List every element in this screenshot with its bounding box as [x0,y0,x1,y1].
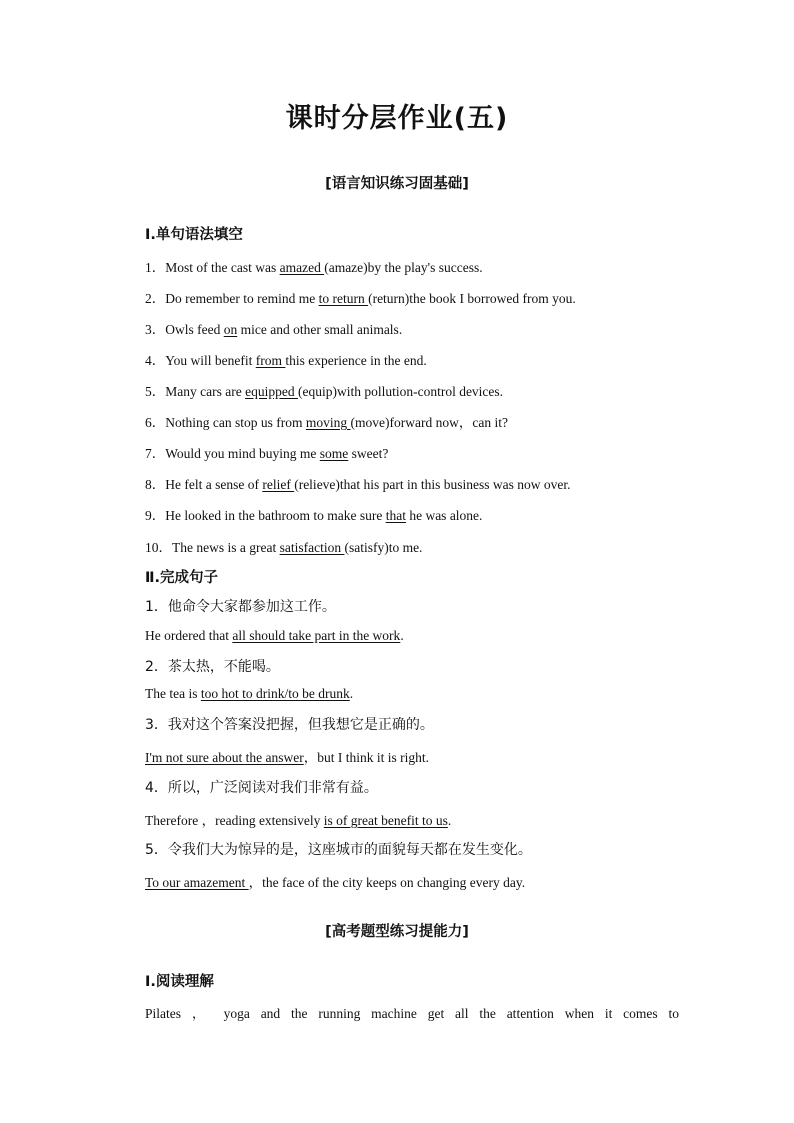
item-number: 6． [145,415,166,430]
section-heading-reading: Ⅰ.阅读理解 [145,974,214,990]
item-text-after: (relieve)that his part in this business was now over. [294,477,571,492]
item-text-before: He looked in the bathroom to make sure [165,508,386,523]
sentence-answer-3 [145,746,685,766]
sentence-prompt-1: 1．他命令大家都参加这工作。 [145,599,336,615]
item-number: 2． [145,291,166,306]
item-text-after: mice and other small animals. [237,322,403,337]
item-answer: some [319,446,349,461]
part1-heading: [语言知识练习固基础] [325,176,469,192]
section-heading-grammar-fill: Ⅰ.单句语法填空 [145,227,243,243]
sentence-prompt-2: 2．茶太热，不能喝。 [145,659,280,675]
answer-text-after: ，the face of the city keeps on changing every day. [248,875,526,890]
item-text-before: Do remember to remind me [165,291,319,306]
reading-passage-line: Pilates ， yoga and the running machine get all the attention when it comes to [145,1006,679,1021]
grammar-item-3 [145,318,685,338]
sentence-answer-1 [145,628,685,644]
item-text-before: Owls feed [165,322,224,337]
grammar-item-8 [145,473,685,493]
item-number: 1． [145,260,166,275]
item-text-after: (move)forward now，can it? [350,415,508,430]
answer-text-after: . [447,813,452,828]
section-heading-complete-sentences: Ⅱ.完成句子 [145,570,219,586]
sentence-answer-2 [145,686,685,702]
answer-fill: is of great benefit to us [323,813,448,828]
item-answer: relief [262,477,295,492]
item-answer: equipped [245,384,298,399]
answer-text-before: The tea is [145,686,201,701]
answer-text-after: . [400,628,404,643]
item-number: 9． [145,508,166,523]
answer-text-after: . [349,686,354,701]
grammar-item-7 [145,442,685,462]
answer-fill: To our amazement [145,875,249,890]
item-text-after: (equip)with pollution-control devices. [297,384,504,399]
sentence-prompt-3: 3．我对这个答案没把握，但我想它是正确的。 [145,717,434,733]
item-answer: that [385,508,406,523]
item-text-after: (satisfy)to me. [344,540,423,555]
item-answer: to return [318,291,369,306]
item-text-after: (return)the book I borrowed from you. [368,291,576,306]
item-answer: satisfaction [279,540,345,555]
grammar-item-6 [145,411,685,431]
item-number: 7． [145,446,166,461]
sentence-answer-4 [145,809,685,829]
item-text-before: The news is a great [172,540,280,555]
item-text-before: He felt a sense of [165,477,263,492]
item-text-before: Nothing can stop us from [165,415,306,430]
answer-text-before: Therefore ，reading extensively [145,813,324,828]
item-text-after: (amaze)by the play's success. [324,260,483,275]
item-number: 3． [145,322,166,337]
sentence-prompt-4: 4．所以，广泛阅读对我们非常有益。 [145,780,378,796]
item-answer: moving [305,415,351,430]
grammar-item-2 [145,287,685,307]
sentence-prompt-5: 5．令我们大为惊异的是，这座城市的面貌每天都在发生变化。 [145,842,532,858]
item-text-before: Many cars are [165,384,246,399]
item-number: 8． [145,477,166,492]
part2-heading: [高考题型练习提能力] [325,924,469,940]
item-answer: from [255,353,286,368]
answer-text-before: He ordered that [145,628,233,643]
answer-fill: too hot to drink/to be drunk [200,686,350,701]
answer-fill: I'm not sure about the answer [145,750,304,765]
item-text-after: he was alone. [405,508,483,523]
grammar-item-4 [145,349,685,369]
item-answer: amazed [279,260,325,275]
item-text-before: Would you mind buying me [165,446,320,461]
grammar-item-5 [145,380,685,400]
item-answer: on [223,322,238,337]
grammar-item-10 [145,536,685,556]
page-title: 课时分层作业(五) [285,103,509,134]
item-text-before: Most of the cast was [165,260,280,275]
item-number: 10． [145,540,172,555]
grammar-item-9 [145,504,685,524]
sentence-answer-5 [145,871,685,891]
answer-fill: all should take part in the work [232,628,401,643]
item-text-after: this experience in the end. [285,353,427,368]
item-number: 4． [145,353,166,368]
answer-text-after: ，but I think it is right. [303,750,430,765]
grammar-item-1 [145,256,685,276]
item-text-before: You will benefit [165,353,256,368]
item-number: 5． [145,384,166,399]
item-text-after: sweet? [348,446,389,461]
